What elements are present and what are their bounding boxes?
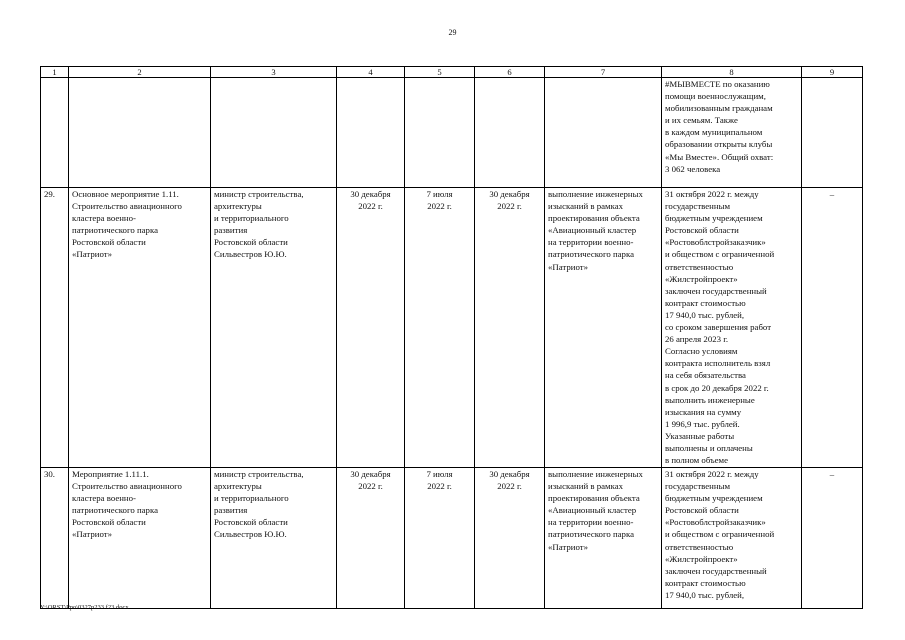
note xyxy=(802,78,863,188)
table-row xyxy=(41,468,863,609)
result-fact: #МЫВМЕСТЕ по оказанию помощи военнослужащим, мобилизованным гражданам и их семьям. Также в каждом муниципальном образовании открыты клубы «Мы Вместе». Общий охват: 3 062 человека xyxy=(662,78,802,188)
header-col-6: 6 xyxy=(475,67,545,78)
table-header-row xyxy=(41,67,863,78)
header-col-1: 1 xyxy=(41,67,69,78)
event-name: Основное мероприятие 1.11. Строительство авиационного кластера военно- патриотического парка Ростовской области «Патриот» xyxy=(69,188,211,468)
report-table xyxy=(40,66,863,609)
result-fact: 31 октября 2022 г. между государственным бюджетным учреждением Ростовской области «Ростовоблстройзаказчик» и обществом с ограниченной ответственностью «Жилстройпроект» заключен государственный контракт стоимостью 17 940,0 тыс. рублей, xyxy=(662,468,802,609)
header-col-2: 2 xyxy=(69,67,211,78)
header-col-8: 8 xyxy=(662,67,802,78)
result-fact: 31 октября 2022 г. между государственным бюджетным учреждением Ростовской области «Ростовоблстройзаказчик» и обществом с ограниченной ответственностью «Жилстройпроект» заключен государственный контракт стоимостью 17 940,0 тыс. рублей, со сроком завершения работ 26 апреля 2023 г. Согласно условиям контракта исполнитель взял на себя обязательства в срок до 20 декабря 2022 г. выполнить инженерные изыскания на сумму 1 996,9 тыс. рублей. Указанные работы выполнены и оплачены в полном объеме xyxy=(662,188,802,468)
header-col-9: 9 xyxy=(802,67,863,78)
result-plan: выполнение инженерных изысканий в рамках проектирования объекта «Авиационный кластер на территории военно- патриотического парка «Патриот» xyxy=(545,468,662,609)
row-number: 29. xyxy=(41,188,69,468)
result-plan xyxy=(545,78,662,188)
responsible: министр строительства, архитектуры и территориального развития Ростовской области Сильвестров Ю.Ю. xyxy=(211,468,337,609)
date-start xyxy=(405,78,475,188)
footer-file-path: Y:\ORST\Ppo\0327p233.f23.docx xyxy=(40,604,129,611)
note: – xyxy=(802,468,863,609)
table-row xyxy=(41,188,863,468)
header-col-7: 7 xyxy=(545,67,662,78)
date-plan: 30 декабря 2022 г. xyxy=(337,188,405,468)
date-plan: 30 декабря 2022 г. xyxy=(337,468,405,609)
date-end: 30 декабря 2022 г. xyxy=(475,468,545,609)
header-col-4: 4 xyxy=(337,67,405,78)
date-start: 7 июля 2022 г. xyxy=(405,468,475,609)
event-name xyxy=(69,78,211,188)
page-number: 29 xyxy=(448,28,457,37)
date-plan xyxy=(337,78,405,188)
row-number: 30. xyxy=(41,468,69,609)
table-row xyxy=(41,78,863,188)
responsible: министр строительства, архитектуры и территориального развития Ростовской области Сильвестров Ю.Ю. xyxy=(211,188,337,468)
date-start: 7 июля 2022 г. xyxy=(405,188,475,468)
row-number xyxy=(41,78,69,188)
header-col-3: 3 xyxy=(211,67,337,78)
responsible xyxy=(211,78,337,188)
event-name: Мероприятие 1.11.1. Строительство авиационного кластера военно- патриотического парка Ростовской области «Патриот» xyxy=(69,468,211,609)
header-col-5: 5 xyxy=(405,67,475,78)
note: – xyxy=(802,188,863,468)
date-end: 30 декабря 2022 г. xyxy=(475,188,545,468)
result-plan: выполнение инженерных изысканий в рамках проектирования объекта «Авиационный кластер на территории военно- патриотического парка «Патриот» xyxy=(545,188,662,468)
date-end xyxy=(475,78,545,188)
